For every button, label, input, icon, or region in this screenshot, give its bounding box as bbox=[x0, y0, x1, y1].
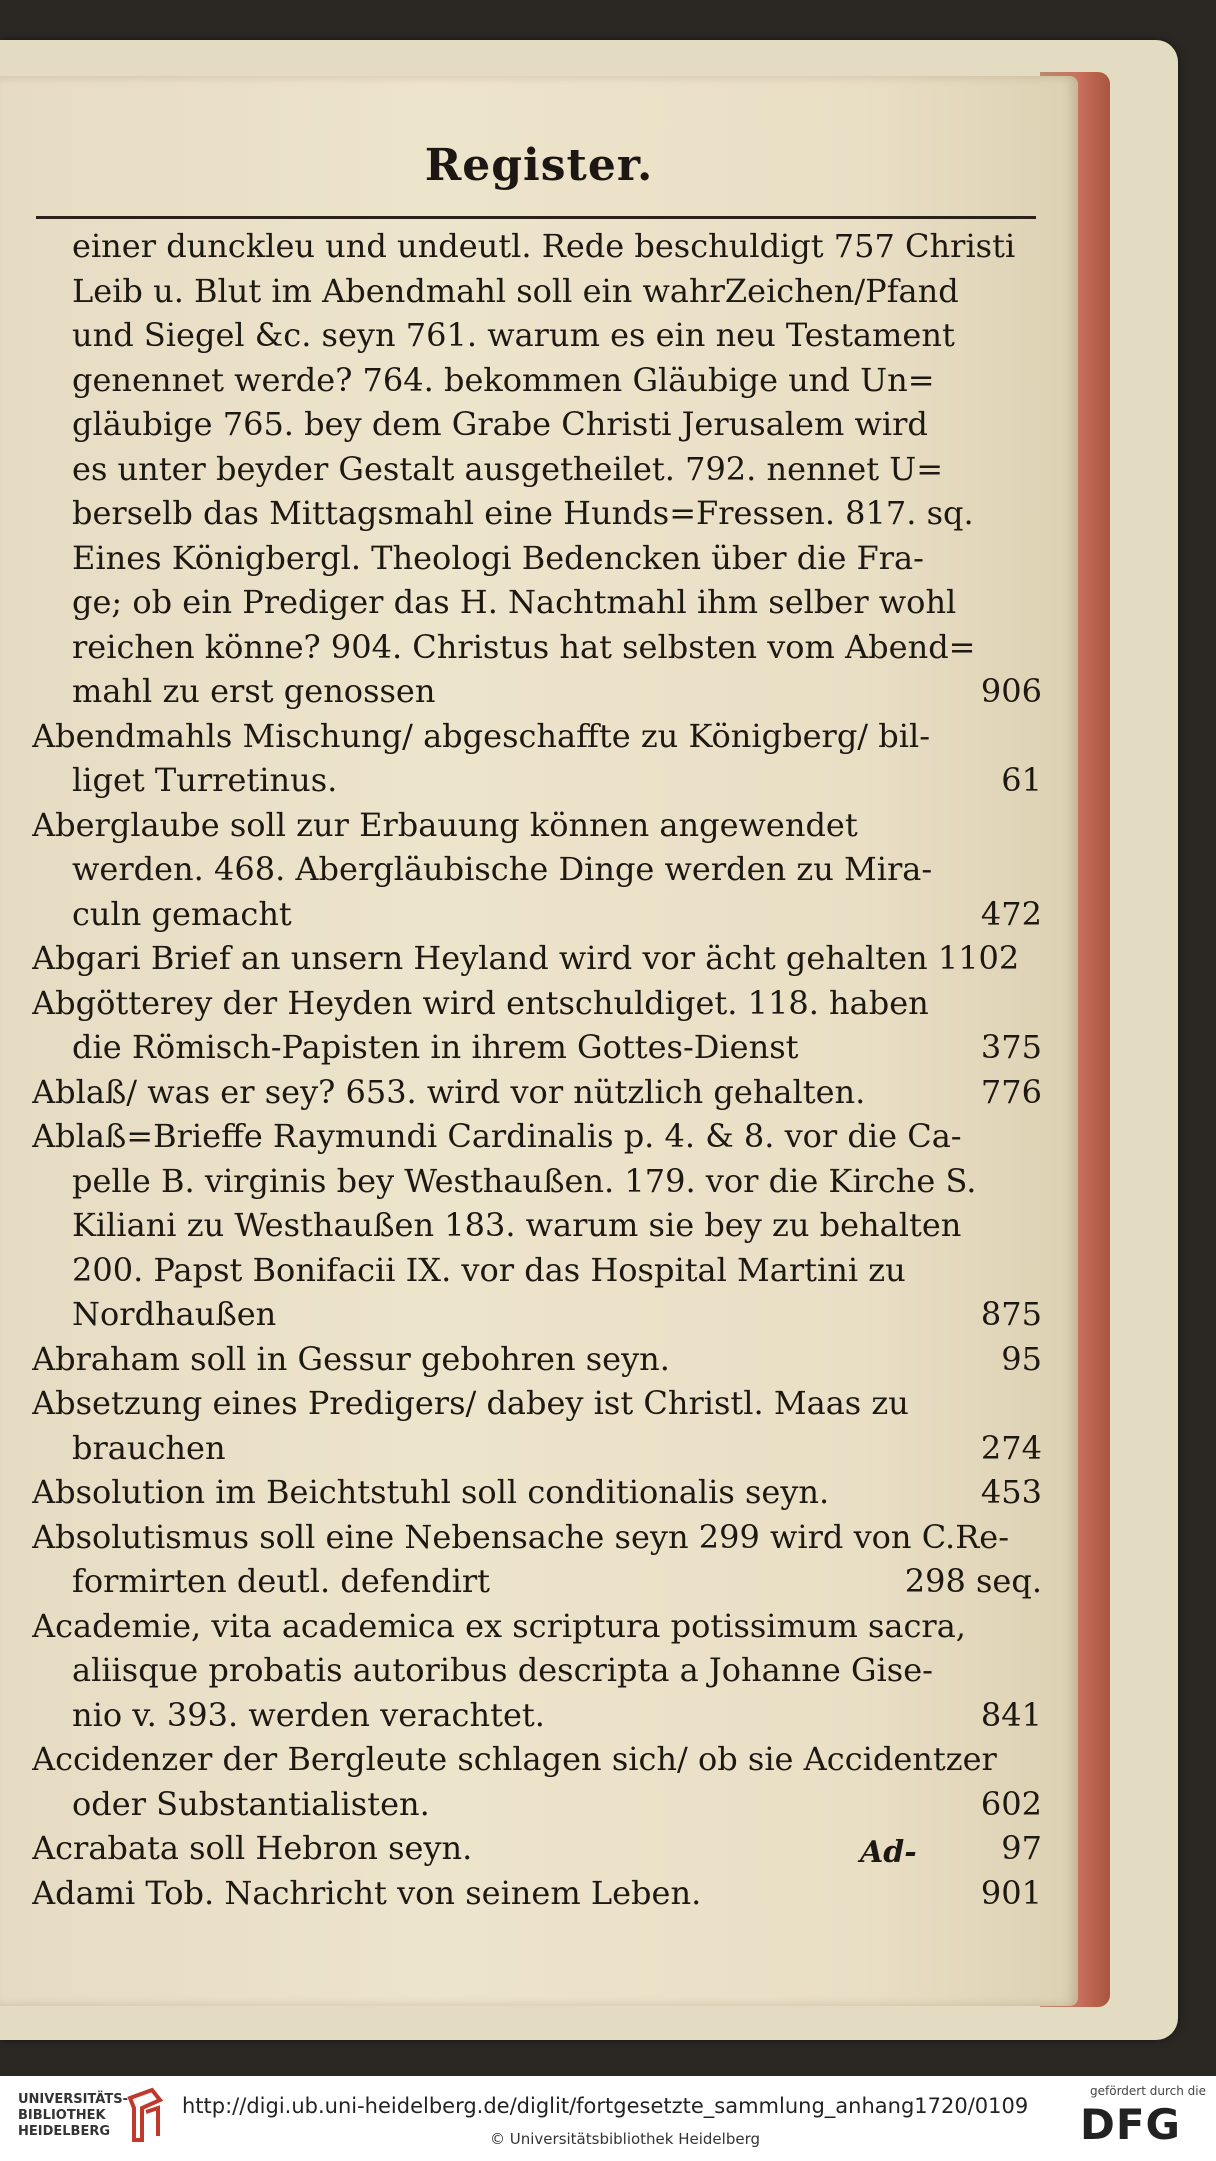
entry-line: Nordhaußen 875 bbox=[32, 1292, 1042, 1337]
library-logo-icon bbox=[122, 2086, 168, 2144]
register-entry bbox=[32, 1737, 1042, 1826]
entry-line: Absolutismus soll eine Nebensache seyn 299 wird von C.Re- bbox=[32, 1517, 1010, 1556]
entry-line: Absolution im Beichtstuhl soll conditionalis seyn. 453 bbox=[32, 1470, 1042, 1515]
page-reference: 906 bbox=[980, 672, 1042, 710]
page-reference: 298 seq. bbox=[904, 1562, 1042, 1600]
register-entry bbox=[32, 936, 1042, 981]
register-entry bbox=[32, 1114, 1042, 1337]
page-reference: 776 bbox=[980, 1072, 1042, 1111]
register-entry bbox=[32, 803, 1042, 937]
entry-line: 200. Papst Bonifacii IX. vor das Hospital Martini zu bbox=[72, 1250, 906, 1289]
entry-line: Abgötterey der Heyden wird entschuldiget. 118. haben bbox=[32, 983, 929, 1022]
page-reference: 61 bbox=[1001, 761, 1042, 799]
entry-line: Abendmahls Mischung/ abgeschaffte zu Königberg/ bil- bbox=[32, 716, 931, 755]
entry-line: berselb das Mittagsmahl eine Hunds=Fressen. 817. sq. bbox=[72, 494, 974, 532]
entry-line: nio v. 393. werden verachtet. 841 bbox=[32, 1693, 1042, 1738]
entry-line: gläubige 765. bey dem Grabe Christi Jerusalem wird bbox=[72, 405, 928, 443]
register-entry bbox=[32, 1381, 1042, 1470]
register-entry bbox=[32, 1070, 1042, 1115]
funder-note: gefördert durch die bbox=[1090, 2084, 1206, 2098]
entry-line: und Siegel &c. seyn 761. warum es ein neu Testament bbox=[72, 316, 955, 354]
catchword: Ad- bbox=[860, 1835, 917, 1870]
entry-line: Absetzung eines Predigers/ dabey ist Christl. Maas zu bbox=[32, 1384, 909, 1422]
register-entry bbox=[32, 981, 1042, 1070]
library-logo-text: UNIVERSITÄTS- BIBLIOTHEK HEIDELBERG bbox=[18, 2092, 128, 2139]
entry-line: culn gemacht 472 bbox=[32, 892, 1042, 937]
page-reference: 274 bbox=[980, 1428, 1042, 1467]
register-entry bbox=[32, 1871, 1042, 1916]
page-reference: 95 bbox=[1001, 1339, 1042, 1378]
entry-line: werden. 468. Abergläubische Dinge werden zu Mira- bbox=[72, 850, 933, 888]
entry-line: aliisque probatis autoribus descripta a Johanne Gise- bbox=[72, 1651, 933, 1689]
page-reference: 453 bbox=[980, 1473, 1042, 1511]
entry-line: reichen könne? 904. Christus hat selbsten vom Abend= bbox=[72, 627, 976, 666]
entry-line: Ablaß/ was er sey? 653. wird vor nützlich gehalten. 776 bbox=[32, 1070, 1042, 1115]
entry-line: Acrabata soll Hebron seyn. 97 bbox=[32, 1826, 1042, 1871]
entry-line: Aberglaube soll zur Erbauung können angewendet bbox=[32, 805, 858, 844]
register-entry bbox=[32, 1337, 1042, 1382]
page-reference: 602 bbox=[980, 1784, 1042, 1823]
entry-line: mahl zu erst genossen 906 bbox=[32, 669, 1042, 714]
entry-line: Academie, vita academica ex scriptura potissimum sacra, bbox=[32, 1606, 966, 1645]
page-url-link[interactable]: http://digi.ub.uni-heidelberg.de/diglit/fortgesetzte_sammlung_anhang1720/0109 bbox=[182, 2094, 1029, 2118]
entry-line: liget Turretinus. 61 bbox=[32, 758, 1042, 803]
register-entry bbox=[32, 1604, 1042, 1738]
entry-line: Abgari Brief an unsern Heyland wird vor ächt gehalten 1102 bbox=[32, 939, 1020, 977]
entry-line: Adami Tob. Nachricht von seinem Leben. 901 bbox=[32, 1871, 1042, 1916]
dfg-logo: DFG bbox=[1080, 2100, 1182, 2149]
entry-line: Eines Königbergl. Theologi Bedencken über die Fra- bbox=[72, 538, 924, 577]
entry-line: oder Substantialisten. 602 bbox=[32, 1782, 1042, 1827]
entry-line: pelle B. virginis bey Westhaußen. 179. vor die Kirche S. bbox=[72, 1161, 977, 1200]
entry-line: formirten deutl. defendirt 298 seq. bbox=[32, 1559, 1042, 1604]
register-entry bbox=[32, 714, 1042, 803]
register-entry bbox=[32, 1470, 1042, 1515]
register-entry bbox=[32, 1515, 1042, 1604]
entry-line: einer dunckleu und undeutl. Rede beschuldigt 757 Christi bbox=[72, 227, 1016, 265]
entry-line: Leib u. Blut im Abendmahl soll ein wahrZeichen/Pfand bbox=[72, 271, 959, 310]
register-entries bbox=[32, 224, 1042, 1915]
page-reference: 97 bbox=[1001, 1829, 1042, 1867]
running-head: Register. bbox=[424, 140, 654, 191]
entry-line: Ablaß=Brieffe Raymundi Cardinalis p. 4. & 8. vor die Ca- bbox=[32, 1117, 962, 1155]
header-rule bbox=[36, 216, 1036, 219]
entry-line: Kiliani zu Westhaußen 183. warum sie bey zu behalten bbox=[72, 1206, 962, 1244]
entry-line: die Römisch-Papisten in ihrem Gottes-Dienst 375 bbox=[32, 1025, 1042, 1070]
entry-line: Abraham soll in Gessur gebohren seyn. 95 bbox=[32, 1337, 1042, 1382]
page-reference: 875 bbox=[980, 1295, 1042, 1333]
entry-line: ge; ob ein Prediger das H. Nachtmahl ihm selber wohl bbox=[72, 583, 957, 621]
copyright-notice: © Universitätsbibliothek Heidelberg bbox=[490, 2130, 761, 2148]
entry-line: es unter beyder Gestalt ausgetheilet. 792. nennet U= bbox=[72, 449, 944, 488]
page-reference: 841 bbox=[980, 1695, 1042, 1734]
page-reference: 901 bbox=[980, 1873, 1042, 1912]
entry-line: genennet werde? 764. bekommen Gläubige und Un= bbox=[72, 360, 935, 399]
entry-line: brauchen 274 bbox=[32, 1426, 1042, 1471]
entry-line: Accidenzer der Bergleute schlagen sich/ ob sie Accidentzer bbox=[32, 1740, 997, 1778]
register-entry bbox=[32, 224, 1042, 714]
page-reference: 375 bbox=[980, 1028, 1042, 1066]
footer-bar bbox=[0, 2076, 1216, 2161]
page-reference: 472 bbox=[980, 894, 1042, 933]
